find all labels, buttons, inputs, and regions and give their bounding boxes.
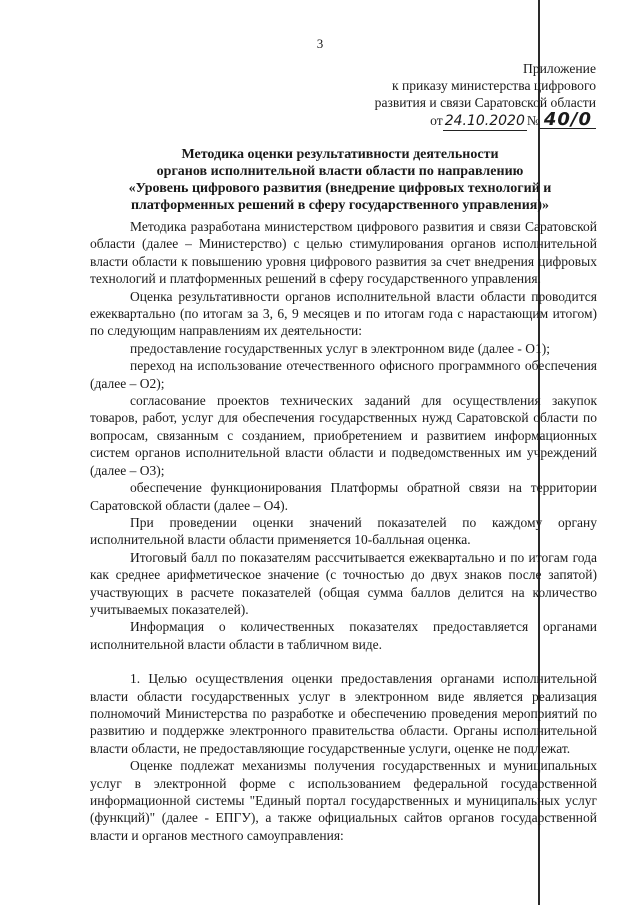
date-prefix: от [430,113,443,128]
appendix-label: Приложение [523,61,596,76]
page-number: 3 [316,36,324,51]
paragraph-intro: Методика разработана министерством цифрового развития и связи Саратовской области (далее – Министерство) с целью стимулирования органов исполнительной власти области к повышению уровня цифрового развития за счет внедрения цифровых технологий и платформенных решений в сферу государственного управления. [90,219,597,287]
paragraph-scoring: При проведении оценки значений показателей по каждому органу исполнительной власти области применяется 10-балльная оценка. [90,514,597,548]
handwritten-date: 24.10.2020 [444,113,525,129]
title-line-4: платформенных решений в сферу государственного управления)» [130,198,550,213]
list-item-o2: переход на использование отечественного офисного программного обеспечения (далее – О2); [90,358,597,391]
title-line-1: Методика оценки результативности деятельности [181,147,499,162]
paragraph-assessment: Оценка результативности органов исполнительной власти области проводится ежеквартально (по итогам за 3, 6, 9 месяцев и по итогам года с нарастающим итогом) по следующим направлениям их деятельности: [90,288,597,339]
section-1-paragraph: 1. Целью осуществления оценки предоставления органами исполнительной власти области государственных услуг в электронном виде является реализация полномочий Министерства по разработке и обеспечению проведения мероприятий по развитию и поддержке электронного правительства области. Органы исполнительной власти области, не предоставляющие государственные услуги, оценке не подлежат. [90,671,597,756]
list-item-o3: согласование проектов технических заданий для осуществления закупок товаров, работ, услуг для обеспечения государственных нужд Саратовской области по вопросам, связанным с созданием, приобретением и развитием информационных систем органов исполнительной власти области и подведомственных им учреждений (далее – О3); [90,393,597,478]
paragraph-total-score: Итоговый балл по показателям рассчитывается ежеквартально и по итогам года как среднее арифметическое значение (с точностью до двух знаков после запятой) участвующих в расчете показателей (общая сумма баллов делится на количество учитываемых показателей). [90,549,597,617]
number-label: № [526,113,540,128]
section-1-paragraph-2: Оценке подлежат механизмы получения государственных и муниципальных услуг в электронной форме с использованием федеральной государственной информационной системы "Единый портал государственных и муниципальных услуг (функций)" (далее - ЕПГУ), а также официальных сайтов органов государственной власти и органов местного самоуправления: [90,758,597,843]
document-body [90,218,597,844]
title-line-3: «Уровень цифрового развития (внедрение цифровых технологий и [128,181,552,196]
appendix-ministry-line: развития и связи Саратовской области [374,95,596,110]
document-title [64,146,616,214]
list-item-o1: предоставление государственных услуг в электронном виде (далее - О1); [130,340,550,356]
title-line-2: органов исполнительной власти области по направлению [156,164,524,179]
appendix-order-line: к приказу министерства цифрового [391,78,596,93]
handwritten-order-number: 40/0 [540,111,596,129]
list-item-o4: обеспечение функционирования Платформы обратной связи на территории Саратовской области (далее – О4). [90,480,597,513]
appendix-date-line [375,111,596,131]
paragraph-info: Информация о количественных показателях предоставляется органами исполнительной власти области в табличном виде. [90,619,597,652]
appendix-header [375,60,596,131]
